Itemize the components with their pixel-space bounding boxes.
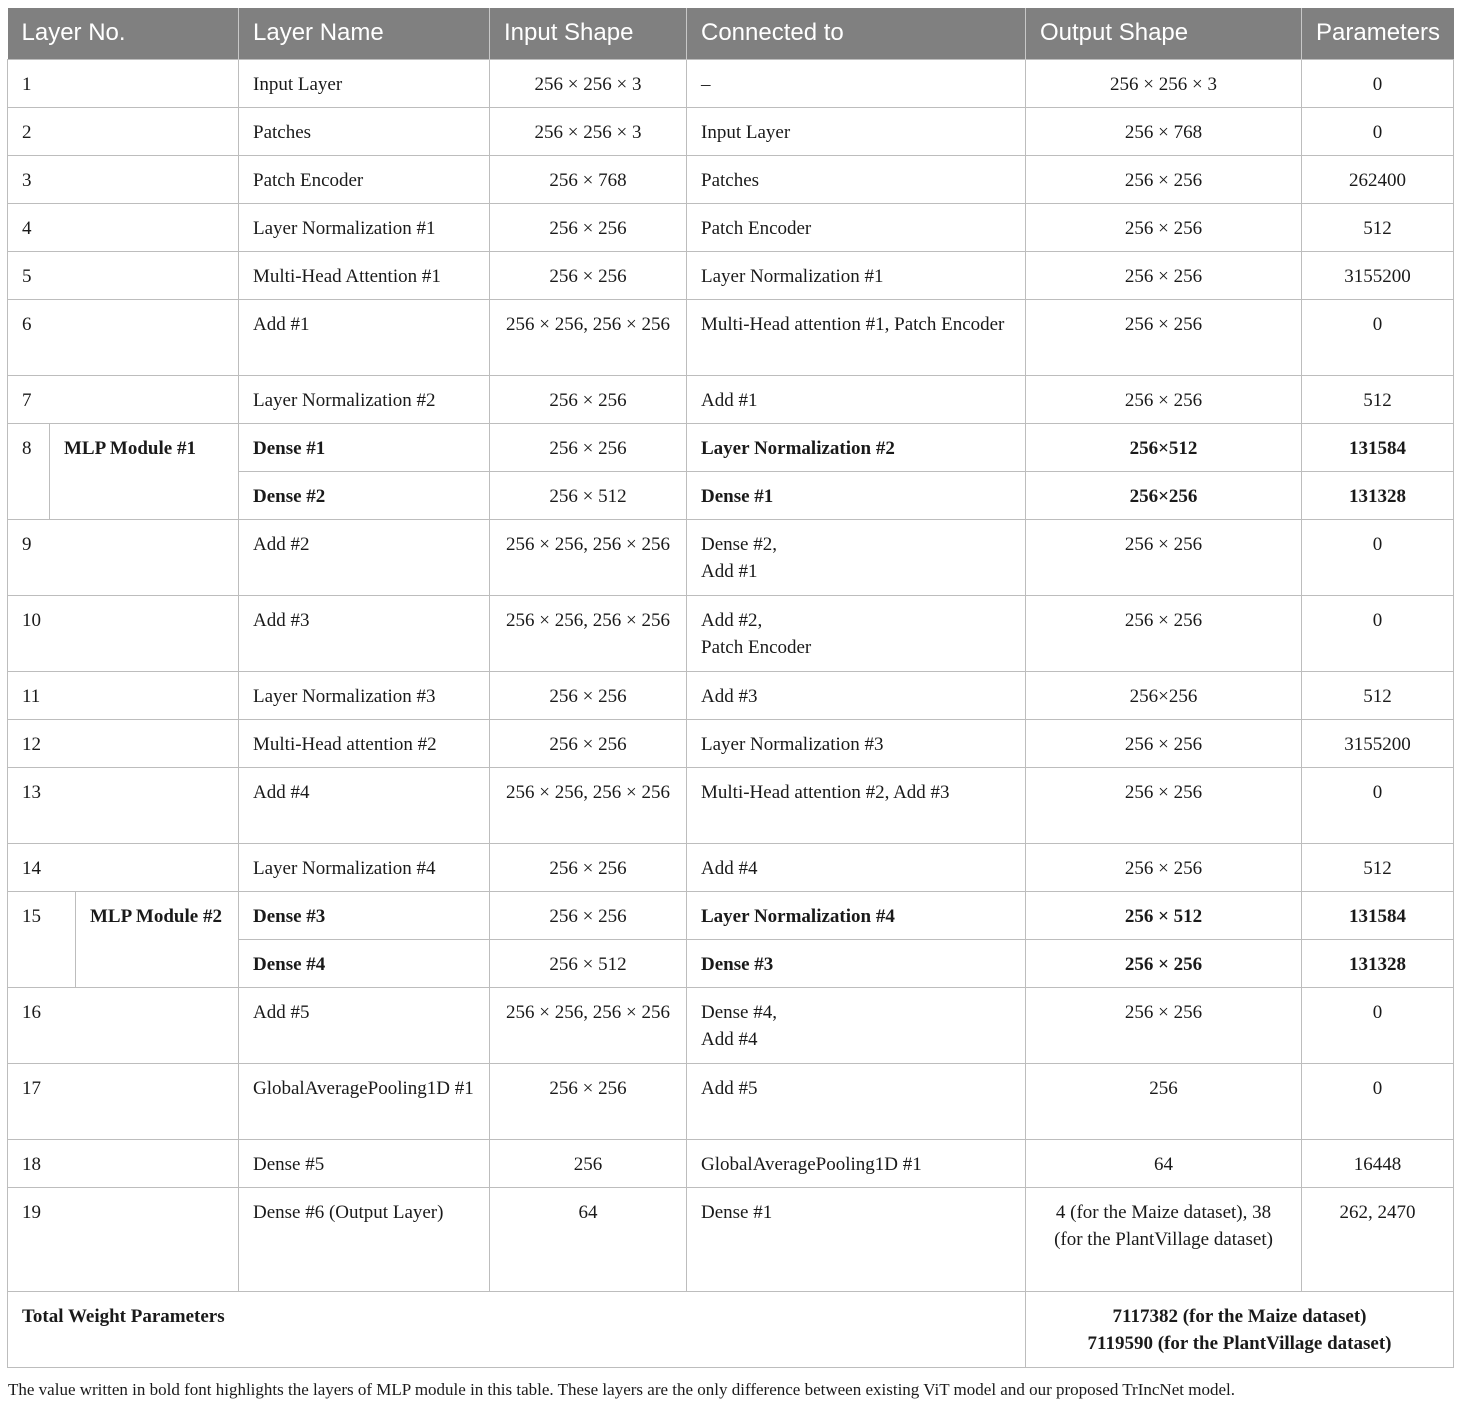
output-shape: 256 × 256 [1026,719,1302,767]
input-shape: 256 × 256 [490,843,687,891]
input-shape: 256 × 256, 256 × 256 [490,519,687,595]
connected-to-line: Add #2, [701,609,763,631]
layer-no: 1 [8,59,239,107]
table-row [8,375,1454,423]
layer-name: Dense #6 (Output Layer) [239,1187,490,1291]
layer-name: Multi-Head Attention #1 [239,251,490,299]
layer-no: 7 [8,375,239,423]
input-shape: 256 × 256 [490,1063,687,1139]
layer-name: Layer Normalization #4 [239,843,490,891]
output-shape: 256×256 [1026,671,1302,719]
connected-to: GlobalAveragePooling1D #1 [687,1139,1026,1187]
output-shape: 256 × 256 [1026,203,1302,251]
layer-no: 5 [8,251,239,299]
table-row [8,251,1454,299]
connected-to [687,519,1026,595]
table-row [8,671,1454,719]
input-shape: 256 × 256 [490,891,687,939]
table-row [8,767,1454,843]
parameters: 131584 [1302,423,1454,471]
parameters: 3155200 [1302,251,1454,299]
input-shape: 256 × 256 [490,423,687,471]
connected-to: Patches [687,155,1026,203]
connected-to: Add #3 [687,671,1026,719]
input-shape: 256 × 256, 256 × 256 [490,767,687,843]
parameters: 262, 2470 [1302,1187,1454,1291]
output-shape: 256 × 512 [1026,891,1302,939]
connected-to: Multi-Head attention #1, Patch Encoder [687,299,1026,375]
table-row [8,1187,1454,1291]
total-plantvillage: 7119590 (for the PlantVillage dataset) [1087,1333,1392,1354]
table-row [8,843,1454,891]
layer-name: GlobalAveragePooling1D #1 [239,1063,490,1139]
output-shape: 256 × 256 [1026,375,1302,423]
header-layer-name: Layer Name [239,8,490,59]
layer-no: 19 [8,1187,239,1291]
connected-to: Layer Normalization #4 [687,891,1026,939]
parameters: 0 [1302,107,1454,155]
layer-no: 13 [8,767,239,843]
header-parameters: Parameters [1302,8,1454,59]
layer-name: Dense #4 [239,939,490,987]
parameters: 16448 [1302,1139,1454,1187]
parameters: 0 [1302,595,1454,671]
layer-name: Add #5 [239,987,490,1063]
layer-no: 17 [8,1063,239,1139]
output-shape: 256 [1026,1063,1302,1139]
layer-no: 12 [8,719,239,767]
layer-no: 10 [8,595,239,671]
output-shape: 256×256 [1026,471,1302,519]
mlp-module-label: MLP Module #1 [50,423,239,519]
layer-name: Dense #2 [239,471,490,519]
header-layer-no: Layer No. [8,8,239,59]
total-row [8,1291,1454,1367]
table-row [8,1063,1454,1139]
input-shape: 256 × 768 [490,155,687,203]
header-row [8,8,1454,59]
output-shape: 256 × 768 [1026,107,1302,155]
connected-to: – [687,59,1026,107]
output-shape: 256×512 [1026,423,1302,471]
total-values [1026,1291,1454,1367]
input-shape: 256 × 512 [490,939,687,987]
connected-to: Dense #1 [687,471,1026,519]
layer-name: Patch Encoder [239,155,490,203]
layer-no: 9 [8,519,239,595]
table-row [8,519,1454,595]
input-shape: 256 × 256 [490,719,687,767]
input-shape: 256 × 256, 256 × 256 [490,299,687,375]
parameters: 0 [1302,519,1454,595]
input-shape: 256 × 256 [490,203,687,251]
table-row [8,1139,1454,1187]
output-shape: 256 × 256 [1026,595,1302,671]
input-shape: 256 × 256 × 3 [490,59,687,107]
connected-to-line: Patch Encoder [701,637,812,658]
output-shape: 256 × 256 [1026,299,1302,375]
output-shape: 256 × 256 [1026,251,1302,299]
table-row [8,891,1454,939]
parameters: 131328 [1302,939,1454,987]
table-row [8,59,1454,107]
connected-to [687,987,1026,1063]
layers-table-container [7,8,1453,1368]
input-shape: 256 × 512 [490,471,687,519]
layer-name: Layer Normalization #1 [239,203,490,251]
layer-name: Add #1 [239,299,490,375]
connected-to: Add #1 [687,375,1026,423]
layer-name: Add #4 [239,767,490,843]
connected-to: Layer Normalization #1 [687,251,1026,299]
output-shape: 256 × 256 [1026,767,1302,843]
parameters: 0 [1302,1063,1454,1139]
layer-no: 11 [8,671,239,719]
table-row [8,987,1454,1063]
input-shape: 256 × 256, 256 × 256 [490,987,687,1063]
connected-to-line: Dense #4, [701,1001,777,1023]
output-shape: 256 × 256 [1026,155,1302,203]
input-shape: 256 × 256 [490,375,687,423]
table-row [8,203,1454,251]
connected-to: Dense #3 [687,939,1026,987]
layer-name: Dense #3 [239,891,490,939]
layer-name: Layer Normalization #3 [239,671,490,719]
mlp-module-label: MLP Module #2 [76,891,239,987]
output-shape: 256 × 256 [1026,519,1302,595]
parameters: 512 [1302,843,1454,891]
connected-to-line: Dense #2, [701,533,777,555]
layer-no: 8 [8,423,50,519]
input-shape: 256 × 256 [490,251,687,299]
parameters: 3155200 [1302,719,1454,767]
layer-no: 2 [8,107,239,155]
header-connected-to: Connected to [687,8,1026,59]
parameters: 131328 [1302,471,1454,519]
layer-no: 16 [8,987,239,1063]
parameters: 0 [1302,299,1454,375]
connected-to: Layer Normalization #2 [687,423,1026,471]
layer-no: 14 [8,843,239,891]
table-row [8,423,1454,471]
header-output-shape: Output Shape [1026,8,1302,59]
table-row [8,155,1454,203]
layer-name: Layer Normalization #2 [239,375,490,423]
parameters: 262400 [1302,155,1454,203]
layer-name: Dense #1 [239,423,490,471]
connected-to: Patch Encoder [687,203,1026,251]
connected-to: Input Layer [687,107,1026,155]
output-shape: 64 [1026,1139,1302,1187]
parameters: 512 [1302,375,1454,423]
connected-to: Add #5 [687,1063,1026,1139]
table-row [8,719,1454,767]
connected-to: Layer Normalization #3 [687,719,1026,767]
connected-to-line: Add #4 [701,1029,758,1050]
parameters: 512 [1302,671,1454,719]
layer-no: 18 [8,1139,239,1187]
table-row [8,107,1454,155]
output-shape: 256 × 256 [1026,987,1302,1063]
layer-name: Add #2 [239,519,490,595]
layer-name: Dense #5 [239,1139,490,1187]
connected-to: Dense #1 [687,1187,1026,1291]
layer-name: Multi-Head attention #2 [239,719,490,767]
total-label: Total Weight Parameters [8,1291,1026,1367]
parameters: 131584 [1302,891,1454,939]
connected-to: Add #4 [687,843,1026,891]
output-shape: 256 × 256 × 3 [1026,59,1302,107]
input-shape: 256 × 256 [490,671,687,719]
table-footnote: The value written in bold font highlights the layers of MLP module in this table. These layers are the only difference between existing ViT model and our proposed TrIncNet model. [8,1380,1235,1399]
input-shape: 256 × 256 × 3 [490,107,687,155]
connected-to-line: Add #1 [701,561,758,582]
header-input-shape: Input Shape [490,8,687,59]
layers-table [7,8,1454,1368]
parameters: 512 [1302,203,1454,251]
parameters: 0 [1302,987,1454,1063]
layer-name: Input Layer [239,59,490,107]
layer-no: 6 [8,299,239,375]
table-row [8,595,1454,671]
layer-name: Add #3 [239,595,490,671]
connected-to: Multi-Head attention #2, Add #3 [687,767,1026,843]
output-shape: 4 (for the Maize dataset), 38 (for the PlantVillage dataset) [1026,1187,1302,1291]
input-shape: 64 [490,1187,687,1291]
input-shape: 256 [490,1139,687,1187]
layer-no: 4 [8,203,239,251]
layer-no: 15 [8,891,76,987]
input-shape: 256 × 256, 256 × 256 [490,595,687,671]
table-row [8,299,1454,375]
output-shape: 256 × 256 [1026,843,1302,891]
parameters: 0 [1302,59,1454,107]
layer-name: Patches [239,107,490,155]
total-maize: 7117382 (for the Maize dataset) [1112,1305,1367,1327]
parameters: 0 [1302,767,1454,843]
output-shape: 256 × 256 [1026,939,1302,987]
layer-no: 3 [8,155,239,203]
connected-to [687,595,1026,671]
